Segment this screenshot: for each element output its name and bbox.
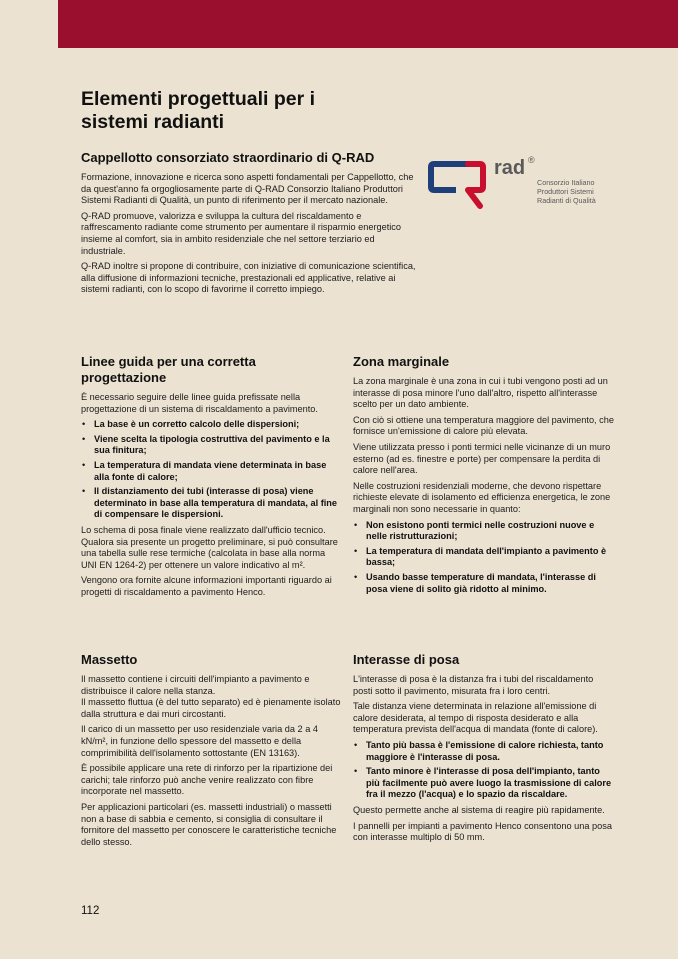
logo-caption — [537, 178, 596, 205]
linee-guida-list — [81, 419, 343, 521]
zona-marginale-paragraph: Nelle costruzioni residenziali moderne, che devono rispettare richieste elevate di isolamento ed efficienza energetica, le zone marginali non sono necessarie in quanto: — [353, 480, 611, 514]
logo-registered-mark: ® — [528, 155, 535, 165]
massetto-paragraph: Il carico di un massetto per uso residenziale varia da 2 a 4 kN/m², in funzione dello spessore del massetto e della comprimibilità dell'isolamento sottostante (EN 13163). — [81, 724, 318, 758]
interasse-paragraph: Tale distanza viene determinata in relazione all'emissione di calore desiderata, al tempo di risposta desiderato e alla temperatura prevista dell'acqua di mandata (fonte di calore). — [353, 701, 598, 735]
page-number: 112 — [81, 905, 100, 917]
linee-guida-paragraph: Vengono ora fornite alcune informazioni importanti riguardo ai progetti di riscaldamento a pavimento Henco. — [81, 575, 332, 597]
massetto-heading: Massetto — [81, 652, 138, 667]
zona-marginale-heading: Zona marginale — [353, 354, 450, 369]
header-color-band — [58, 0, 678, 48]
massetto-section — [81, 652, 343, 852]
q-mark-blue — [431, 164, 468, 190]
linee-guida-heading: Linee guida per una corretta progettazione — [81, 354, 256, 385]
list-item: • Tanto minore è l'interasse di posa dell'impianto, tanto più facilmente può avere luogo la trasmissione di calore fra il mezzo (l'acqua) e lo spazio da riscaldare. — [353, 766, 615, 801]
intro-section — [81, 150, 421, 300]
list-item: • La temperatura di mandata dell'impianto a pavimento è bassa; — [353, 546, 615, 569]
massetto-paragraph: Il massetto fluttua (è del tutto separato) ed è pienamente isolato dalla struttura e dai muri circostanti. — [81, 697, 341, 719]
interasse-heading: Interasse di posa — [353, 652, 460, 667]
logo-caption-line: Radianti di Qualità — [537, 196, 596, 205]
zona-marginale-paragraph: Viene utilizzata presso i ponti termici nelle vicinanze di un muro esterno (ad es. finestre e porte) per compensare la perdita di calore nell'area. — [353, 441, 611, 476]
zona-marginale-list — [353, 520, 615, 596]
zona-marginale-paragraph: La zona marginale è una zona in cui i tubi vengono posti ad un interasse di posa minore l'uno dall'altro, rispetto all'interasse scelto per un dato ambiente. — [353, 376, 608, 410]
page-title: Elementi progettuali per i sistemi radianti — [81, 88, 316, 133]
linee-guida-paragraph: Lo schema di posa finale viene realizzato dall'ufficio tecnico. Qualora sia presente un progetto preliminare, si può consultare una tabella sulle rese termiche (calcolata in base alla norma UNI EN 1264-2) per ottenere un valore indicativo al m². — [81, 524, 338, 570]
list-item: • Il distanziamento dei tubi (interasse di posa) viene determinato in base alla temperatura di mandata, al fine di compensare le dispersioni. — [81, 486, 343, 521]
list-item: • Usando basse temperature di mandata, l'interasse di posa viene di solito già ridotto al minimo. — [353, 572, 615, 595]
interasse-list — [353, 740, 615, 801]
interasse-paragraph: Questo permette anche al sistema di reagire più rapidamente. — [353, 804, 605, 815]
intro-paragraph: Formazione, innovazione e ricerca sono aspetti fondamentali per Cappellotto, che da quest'anno fa orgogliosamente parte di Q-RAD Consorzio Italiano Produttori Sistemi Radianti di Qualità, un punto di riferimento per il mercato nazionale. — [81, 172, 414, 206]
intro-paragraph: Q-RAD promuove, valorizza e sviluppa la cultura del riscaldamento e raffrescamento radiante come strumento per aumentare il risparmio energetico insieme al comfort, sia in ambito residenziale che nel settore terziario ed industriale. — [81, 210, 402, 256]
intro-heading: Cappellotto consorziato straordinario di Q-RAD — [81, 150, 375, 165]
interasse-paragraph: I pannelli per impianti a pavimento Henco consentono una posa con interasse multiplo di 50 mm. — [353, 820, 612, 843]
linee-guida-section — [81, 354, 343, 603]
massetto-paragraph: Per applicazioni particolari (es. massetti industriali) o massetti non a base di sabbia e cemento, si consiglia di consultare il fornitore del massetto per conoscere le caratteristiche tecniche dello stesso. — [81, 801, 337, 847]
list-item: • La temperatura di mandata viene determinata in base alla fonte di calore; — [81, 460, 343, 483]
q-mark-red — [468, 164, 483, 206]
list-item: • Non esistono ponti termici nelle costruzioni nuove e nelle ristrutturazioni; — [353, 520, 615, 543]
logo-caption-line: Consorzio Italiano — [537, 178, 595, 187]
massetto-paragraph: È possibile applicare una rete di rinforzo per la ripartizione dei carichi; tale rinforzo può anche venire realizzato con fibre incorporate nel massetto. — [81, 763, 333, 797]
intro-paragraph: Q-RAD inoltre si propone di contribuire, con iniziative di comunicazione scientifica, alla diffusione di informazioni tecniche, prestazionali ed applicative, relative ai sistemi radianti, con lo scopo di favorirne il corretto impiego. — [81, 261, 416, 295]
logo-caption-line: Produttori Sistemi — [537, 187, 594, 196]
linee-guida-paragraph: È necessario seguire delle linee guida prefissate nella progettazione di un sistema di riscaldamento a pavimento. — [81, 392, 318, 414]
interasse-section — [353, 652, 615, 848]
massetto-paragraph: Il massetto contiene i circuiti dell'impianto a pavimento e distribuisce il calore nella stanza. — [81, 674, 310, 696]
list-item: • Viene scelta la tipologia costruttiva del pavimento e la sua finitura; — [81, 434, 343, 457]
logo-word: rad — [494, 157, 526, 179]
list-item: • Tanto più bassa è l'emissione di calore richiesta, tanto maggiore è l'interasse di posa. — [353, 740, 615, 763]
list-item: • La base è un corretto calcolo delle dispersioni; — [81, 419, 343, 431]
zona-marginale-section — [353, 354, 615, 599]
interasse-paragraph: L'interasse di posa è la distanza fra i tubi del riscaldamento posti sotto il pavimento, misurata fra i loro centri. — [353, 674, 594, 696]
zona-marginale-paragraph: Con ciò si ottiene una temperatura maggiore del pavimento, che fornisce un'emissione di calore più elevata. — [353, 414, 614, 437]
